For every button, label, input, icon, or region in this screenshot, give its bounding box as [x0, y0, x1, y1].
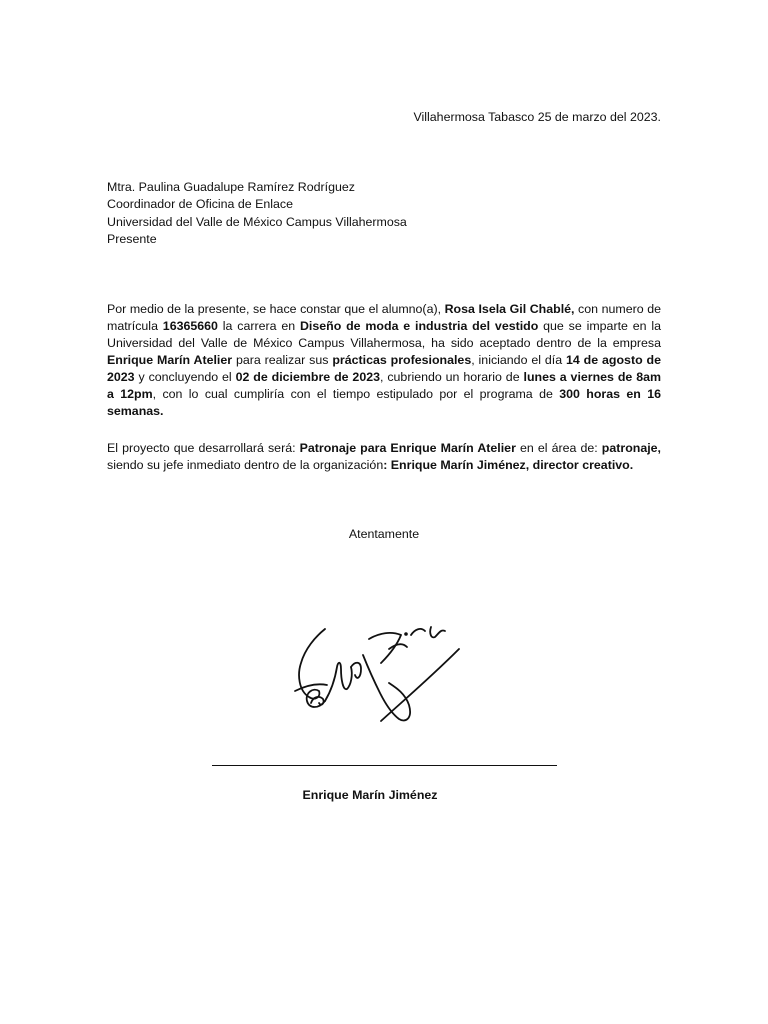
text-run: con numero de matrícula	[107, 302, 661, 333]
text-run: , iniciando el día	[471, 353, 566, 367]
text-run: , cubriendo un horario de	[380, 370, 524, 384]
text-run: siendo su jefe inmediato dentro de la organización	[107, 458, 384, 472]
student-name: Rosa Isela Gil Chablé,	[444, 302, 575, 316]
addressee-block	[107, 179, 407, 248]
start-date: 14 de agosto de 2023	[107, 353, 661, 384]
text-run: El proyecto que desarrollará será:	[107, 441, 300, 455]
career-name: Diseño de moda e industria del vestido	[299, 319, 539, 333]
supervisor: : Enrique Marín Jiménez, director creativo.	[383, 458, 634, 472]
practices-label: prácticas profesionales	[332, 353, 472, 367]
area-name: patronaje,	[601, 441, 661, 455]
text-run: en el área de:	[515, 441, 602, 455]
closing: Atentamente	[348, 527, 420, 541]
signer-name: Enrique Marín Jiménez	[302, 788, 438, 802]
text-run: Por medio de la presente, se hace constar que el alumno(a),	[107, 302, 445, 316]
schedule: lunes a viernes de 8am a 12pm	[107, 370, 662, 401]
end-date: 02 de diciembre de 2023	[235, 370, 380, 384]
addressee-institution: Universidad del Valle de México Campus Villahermosa	[107, 214, 407, 229]
handwritten-signature	[285, 605, 480, 735]
total-hours: 300 horas en 16 semanas.	[107, 387, 662, 418]
text-run: , con lo cual cumpliría con el tiempo estipulado por el programa de	[152, 387, 560, 401]
body-paragraph-2	[107, 440, 661, 474]
project-name: Patronaje para Enrique Marín Atelier	[299, 441, 516, 455]
addressee-greeting: Presente	[107, 231, 157, 246]
text-run: y concluyendo el	[134, 370, 236, 384]
text-run: que se imparte en la Universidad del Valle de México Campus Villahermosa, ha sido aceptado dentro de la empresa	[107, 319, 661, 350]
text-run: la carrera en	[217, 319, 300, 333]
addressee-role: Coordinador de Oficina de Enlace	[107, 197, 293, 212]
text-run: para realizar sus	[232, 353, 333, 367]
signature-line	[212, 765, 557, 766]
matricula-number: 16365660	[162, 319, 218, 333]
company-name: Enrique Marín Atelier	[107, 353, 233, 367]
addressee-name: Mtra. Paulina Guadalupe Ramírez Rodríguez	[107, 180, 355, 194]
body-paragraph-1	[107, 301, 661, 420]
date-line: Villahermosa Tabasco 25 de marzo del 2023.	[413, 110, 661, 124]
